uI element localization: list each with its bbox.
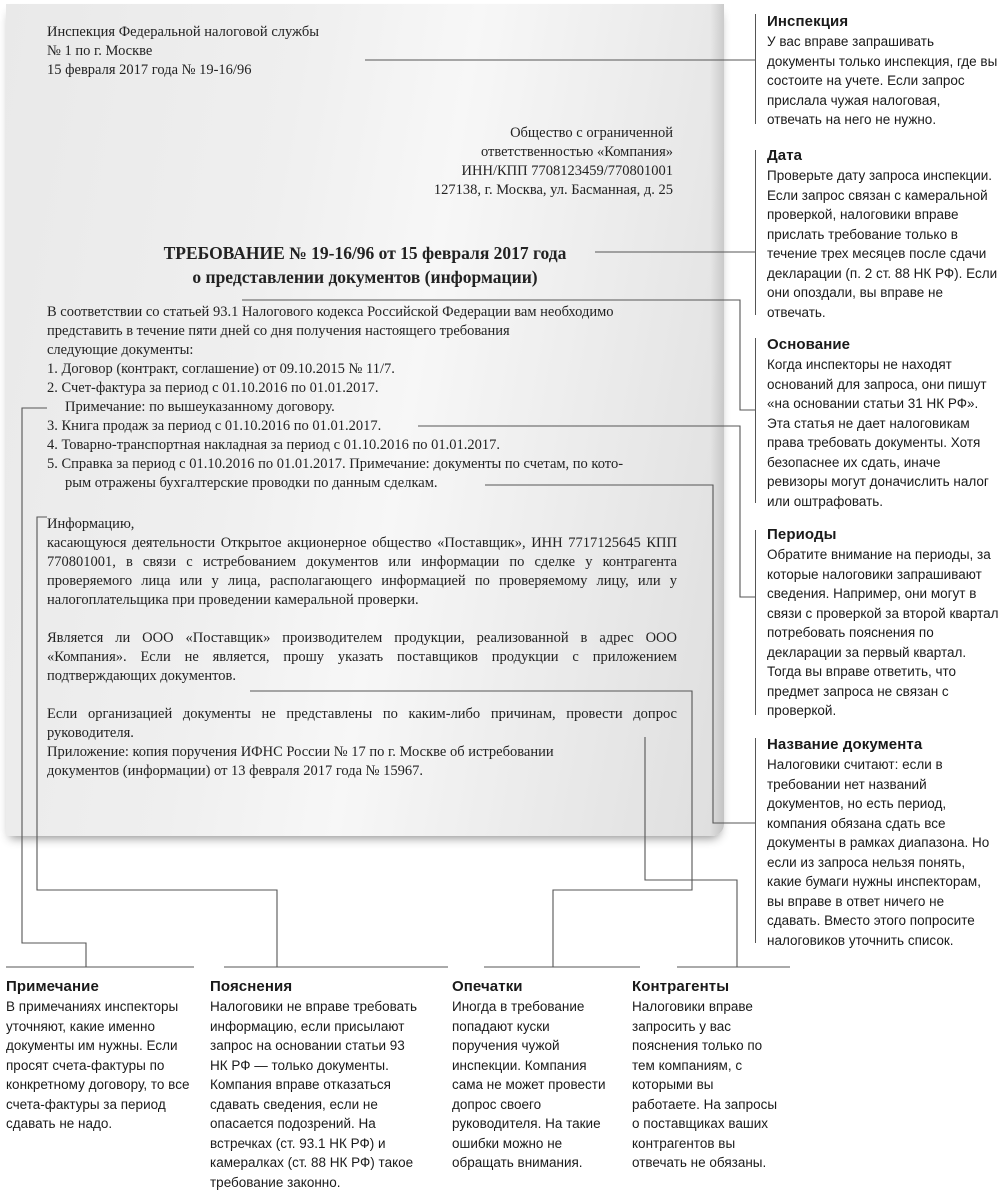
info-heading: Информацию, [47,516,135,532]
annotation-text: В примечаниях инспекторы уточняют, какие именно документы им нужны. Если просят счета-фактуры по конкретному договору, то все счета-фактуры за период сдавать не надо. [6,999,190,1131]
annotation-title: Периоды [767,526,837,543]
annotation-bar [755,530,756,715]
annotation-text: Налоговики считают: если в требовании нет названий документов, но есть период, компания обязана сдать все документы в рамках диапазона. Но если из запроса нельзя понять, какие бумаги нужны инспекторам, вы вправе в ответ ничего не сдавать. Вместо этого попросите налоговиков уточнить список. [767,757,990,948]
attachment-line: Приложение: копия поручения ИФНС России № 17 по г. Москве об истребовании [47,744,554,760]
annotation-remark [6,977,206,1134]
annotation-typos [452,977,617,1173]
annotation-title: Дата [767,147,803,164]
annotation-text: Когда инспекторы не находят оснований для запроса, они пишут «на основании статьи 31 НК РФ». Эта статья не дает налоговикам права требовать документы. Хотя безопаснее их сдать, иначе ревизоры могут доначислить налог или оштрафовать. [767,357,989,509]
title-line: ТРЕБОВАНИЕ № 19-16/96 от 15 февраля 2017 года [163,243,567,263]
annotation-explanations [210,977,420,1192]
document-recipient [360,124,673,200]
annotation-text: Налоговики вправе запросить у вас пояснения только по тем компаниям, с которыми вы работаете. На запросы о поставщиках ваших контрагентов вы отвечать не обязаны. [632,999,778,1170]
recipient-line: ответственностью «Компания» [480,144,673,160]
info-paragraph: касающуюся деятельности Открытое акционерное общество «Поставщик», ИНН 7717125645 КПП 770801001, в связи с истребованием документов или информации по сделке у контрагента проверяемого лица или у лица, располагающего информацией по проверяемому лицу, или у налогоплательщика при проведении камеральной проверки. [47,535,677,608]
attachment-line: документов (информации) от 13 февраля 2017 года № 15967. [47,763,424,779]
annotation-text: Обратите внимание на периоды, за которые налоговики запрашивают сведения. Например, они могут в связи с проверкой за второй квартал потребовать пояснения по декларации за первый квартал. Тогда вы вправе ответить, что предмет запроса не связан с проверкой. [767,547,999,718]
annotation-text: У вас вправе запрашивать документы только инспекция, где вы состоите на учете. Если запрос прислала чужая налоговая, отвечать на него не нужно. [767,34,998,127]
annotation-basis [767,335,999,511]
list-item: 1. Договор (контракт, соглашение) от 09.10.2015 № 11/7. [47,361,395,377]
annotation-bar [755,738,756,943]
annotation-title: Примечание [6,978,99,995]
annotation-periods [767,525,999,721]
annotation-title: Пояснения [210,978,293,995]
annotation-date [767,146,999,322]
annotation-title: Основание [767,336,851,353]
list-item: 4. Товарно-транспортная накладная за период с 01.10.2016 по 01.01.2017. [47,437,501,453]
list-item: 3. Книга продаж за период с 01.10.2016 по 01.01.2017. [47,418,382,434]
intro-line: В соответствии со статьей 93.1 Налогового кодекса Российской Федерации вам необходимо [47,304,614,320]
intro-line: следующие документы: [47,342,194,358]
interrogation-paragraph: Если организацией документы не представлены по каким-либо причинам, провести допрос руководителя. [47,706,677,741]
sender-line: Инспекция Федеральной налоговой службы [47,24,319,40]
annotation-bar [755,150,756,315]
list-item: 5. Справка за период с 01.10.2016 по 01.01.2017. Примечание: документы по счетам, по кото- [47,456,624,472]
annotation-text: Иногда в требование попадают куски поручения чужой инспекции. Компания сама не может провести допрос своего руководителя. На такие ошибки можно не обращать внимания. [452,999,606,1170]
intro-line: представить в течение пяти дней со дня получения настоящего требования [47,323,510,339]
annotation-title: Контрагенты [632,978,730,995]
annotation-title: Опечатки [452,978,523,995]
question-paragraph: Является ли ООО «Поставщик» производителем продукции, реализованной в адрес ООО «Компания». Если не является, прошу указать поставщиков продукции с приложением подтверждающих документов. [47,630,677,684]
recipient-line: ИНН/КПП 7708123459/770801001 [461,163,673,179]
annotation-bar [755,338,756,503]
annotation-bar [755,14,756,124]
recipient-line: 127138, г. Москва, ул. Басманная, д. 25 [433,182,673,198]
sender-line: 15 февраля 2017 года № 19-16/96 [47,62,252,78]
document-information-section [47,515,677,781]
document-sender [47,23,319,80]
annotation-document-name [767,735,999,950]
list-item: 2. Счет-фактура за период с 01.10.2016 по 01.01.2017. [47,380,379,396]
annotation-title: Название документа [767,736,923,753]
recipient-line: Общество с ограниченной [510,125,673,141]
annotation-inspection [767,12,999,130]
annotation-text: Налоговики не вправе требовать информацию, если присылают запрос на основании статьи 93 НК РФ — только документы. Компания вправе отказаться сдавать сведения, если не опасается подозрений. На встречках (ст. 93.1 НК РФ) и камералках (ст. 88 НК РФ) такое требование законно. [210,999,418,1190]
sender-line: № 1 по г. Москве [47,43,153,59]
document-title [0,241,730,289]
title-line: о представлении документов (информации) [192,267,538,287]
annotation-title: Инспекция [767,13,849,30]
document-request-list [47,303,677,493]
annotation-counterparties [632,977,782,1173]
list-item-remark: Примечание: по вышеуказанному договору. [65,399,335,415]
list-item-continuation: рым отражены бухгалтерские проводки по данным сделкам. [65,475,438,491]
annotation-text: Проверьте дату запроса инспекции. Если запрос связан с камеральной проверкой, налоговики вправе прислать требование только в течение трех месяцев после сдачи декларации (п. 2 ст. 88 НК РФ). Если они опоздали, вы вправе не отвечать. [767,168,998,320]
